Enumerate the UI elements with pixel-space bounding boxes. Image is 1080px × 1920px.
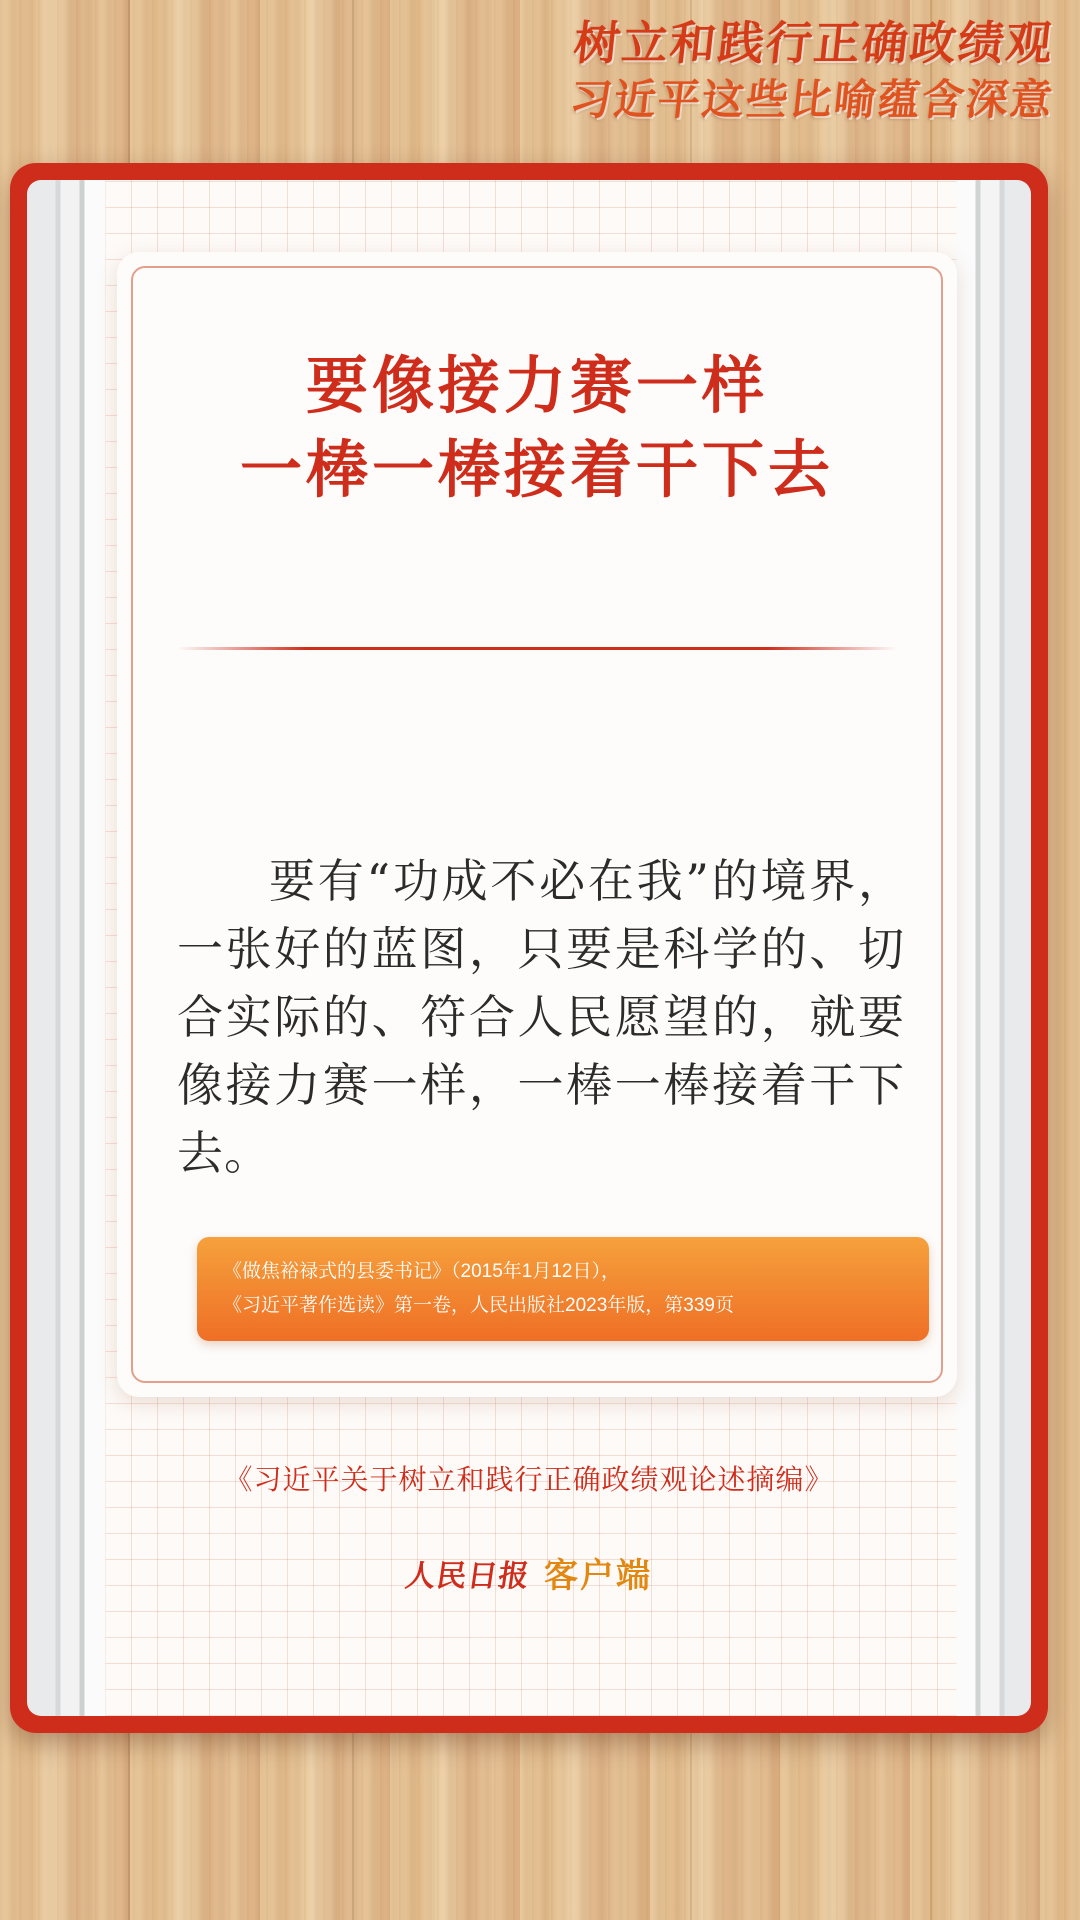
source-citation — [197, 1237, 929, 1341]
book-reference: 《习近平关于树立和践行正确政绩观论述摘编》 — [224, 1463, 834, 1496]
publisher-logo: 人民日报 — [403, 1558, 532, 1594]
poster-header — [534, 14, 1057, 128]
source-line-1: 《做焦裕禄式的县委书记》（2015年1月12日）， — [223, 1261, 620, 1282]
headline-line-1: 要像接力赛一样 — [305, 349, 768, 422]
quote-card-inner — [27, 180, 1031, 1716]
headline — [117, 344, 957, 512]
brand-lockup — [27, 1548, 1031, 1597]
source-line-2: 《习近平著作选读》第一卷，人民出版社2023年版，第339页 — [223, 1295, 734, 1316]
quote-panel — [117, 252, 957, 1397]
product-name: 客户端 — [544, 1556, 652, 1596]
headline-line-2: 一棒一棒接着干下去 — [239, 433, 834, 506]
header-title-line-1: 树立和践行正确政绩观 — [571, 16, 1057, 70]
headline-divider — [177, 647, 897, 650]
header-title-line-2: 习近平这些比喻蕴含深意 — [567, 75, 1057, 124]
quote-text: 要有“功成不必在我”的境界，一张好的蓝图，只要是科学的、切合实际的、符合人民愿望的，就要像接力赛一样，一棒一棒接着干下去。 — [177, 854, 905, 1180]
quote-card — [10, 163, 1048, 1733]
